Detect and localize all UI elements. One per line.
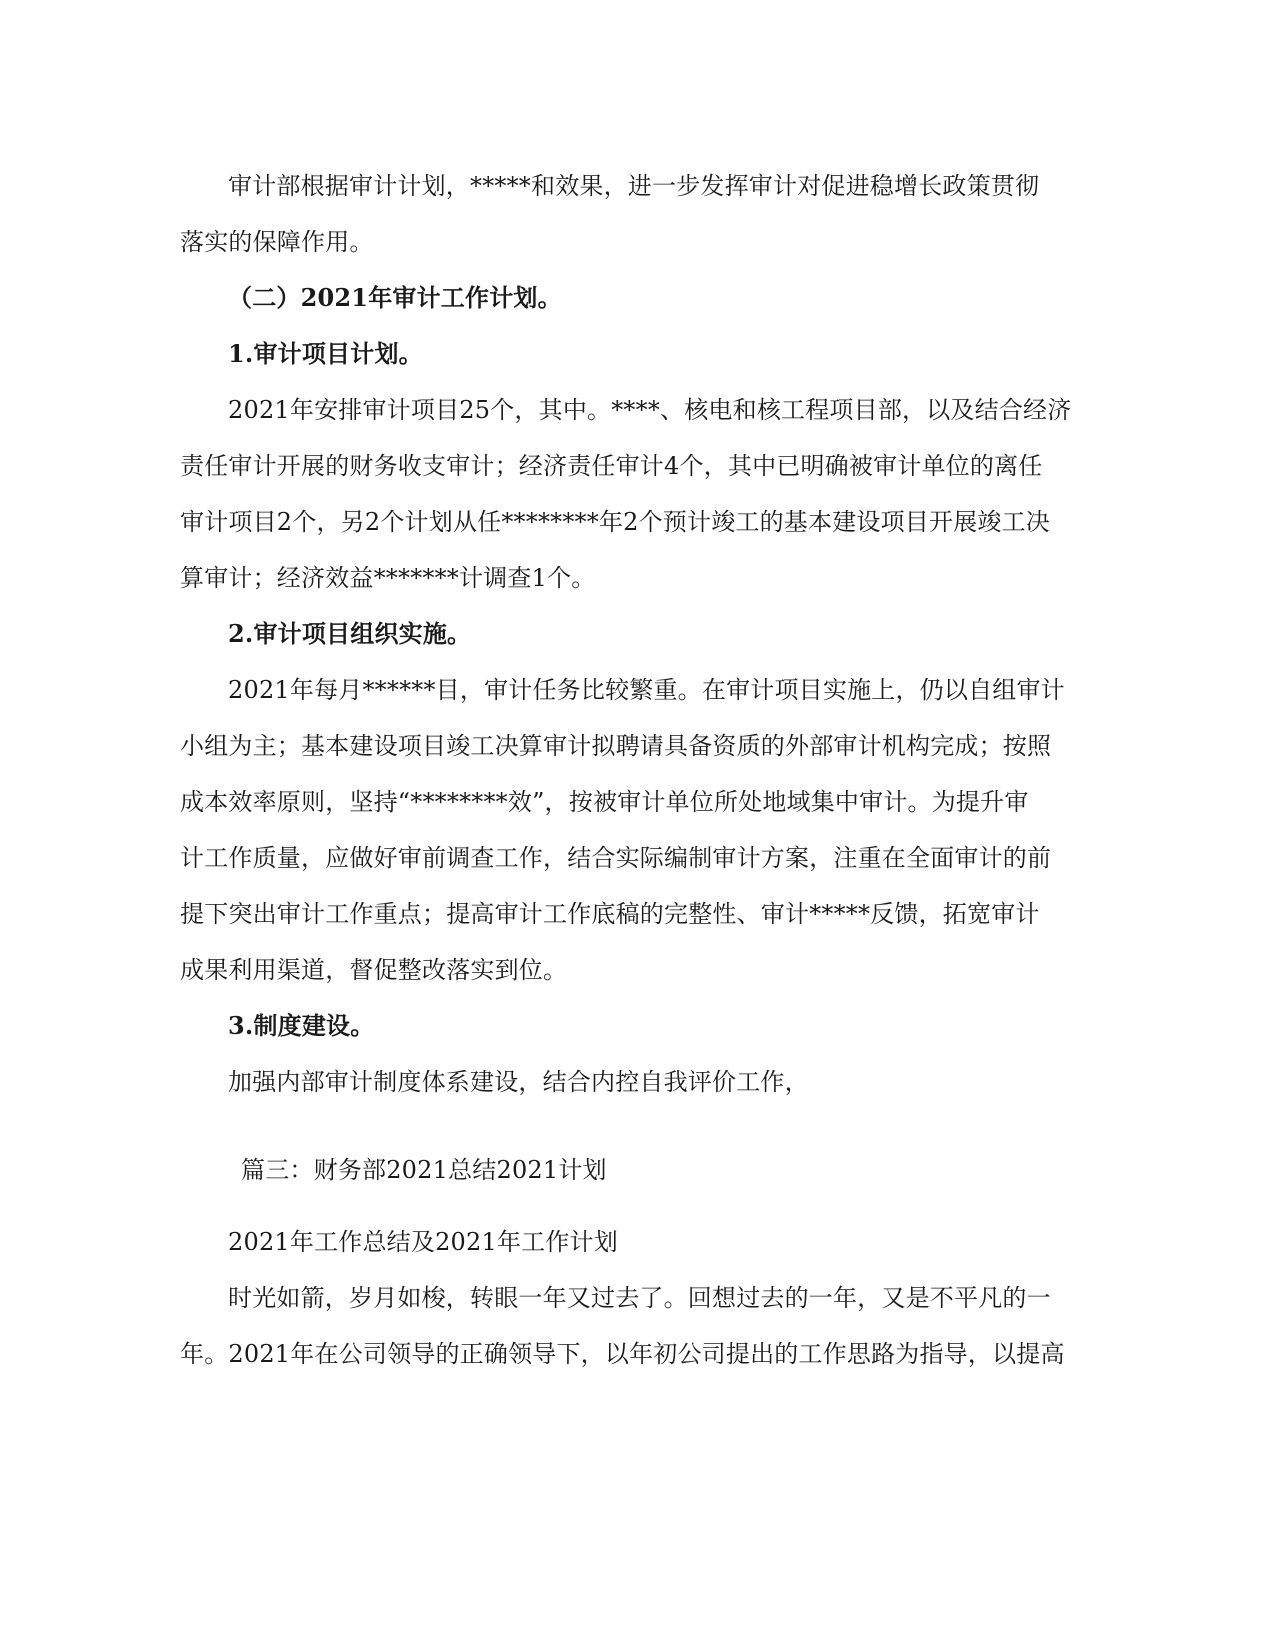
subsection-heading: 3.制度建设。 [228,1011,375,1040]
paragraph-line: 年。2021年在公司领导的正确领导下，以年初公司提出的工作思路为指导，以提高 [180,1340,1065,1368]
section-heading: （二）2021年审计工作计划。 [228,283,562,312]
paragraph-line: 提下突出审计工作重点；提高审计工作底稿的完整性、审计*****反馈，拓宽审计 [180,900,1040,928]
paragraph-line: 成果利用渠道，督促整改落实到位。 [180,956,568,984]
paragraph-line: 审计项目2个，另2个计划从任********年2个预计竣工的基本建设项目开展竣工决 [180,508,1051,536]
paragraph-line: 2021年每月******目，审计任务比较繁重。在审计项目实施上，仍以自组审计 [228,676,1065,704]
paragraph-line: 审计部根据审计计划，*****和效果，进一步发挥审计对促进稳增长政策贯彻 [228,172,1040,200]
paragraph-line: 时光如箭，岁月如梭，转眼一年又过去了。回想过去的一年，又是不平凡的一 [228,1284,1051,1312]
paragraph-line: 加强内部审计制度体系建设，结合内控自我评价工作， [228,1068,809,1096]
subsection-heading: 2.审计项目组织实施。 [228,619,472,648]
paragraph-line: 落实的保障作用。 [180,228,374,256]
paragraph-line: 小组为主；基本建设项目竣工决算审计拟聘请具备资质的外部审计机构完成；按照 [180,732,1052,760]
paragraph-line: 成本效率原则，坚持“********效”，按被审计单位所处地域集中审计。为提升审 [180,788,1029,816]
paragraph-line: 2021年安排审计项目25个，其中。****、核电和核工程项目部，以及结合经济 [228,396,1072,424]
article-title: 2021年工作总结及2021年工作计划 [228,1228,618,1256]
paragraph-line: 责任审计开展的财务收支审计；经济责任审计4个，其中已明确被审计单位的离任 [180,452,1043,480]
chapter-title: 篇三：财务部2021总结2021计划 [241,1156,607,1184]
paragraph-line: 计工作质量，应做好审前调查工作，结合实际编制审计方案，注重在全面审计的前 [180,844,1052,872]
subsection-heading: 1.审计项目计划。 [228,339,423,368]
paragraph-line: 算审计；经济效益*******计调查1个。 [180,564,596,592]
